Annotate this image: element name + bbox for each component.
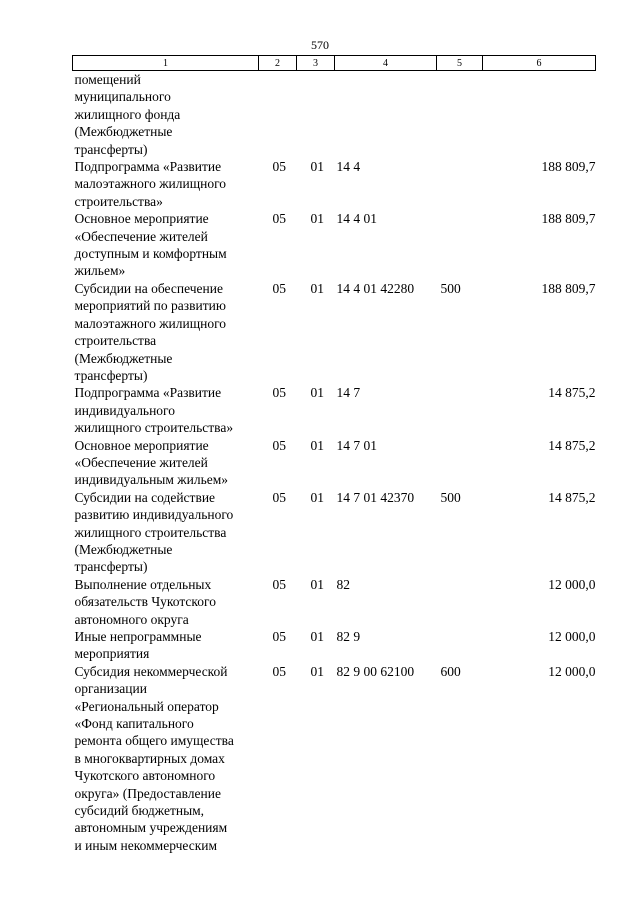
header-col-4: 4	[335, 56, 437, 71]
expense-type-cell: 500	[440, 280, 461, 296]
row-name-line: Основное мероприятие	[74, 211, 209, 227]
expense-type-cell	[437, 437, 483, 489]
amount-cell: 12 000,0	[548, 576, 596, 592]
row-name-line: помещений	[74, 72, 141, 87]
header-col-1: 1	[73, 56, 259, 71]
row-name-cell	[73, 437, 259, 489]
subsection-code-cell: 01	[310, 159, 324, 175]
table-row	[73, 158, 596, 210]
row-name-line: и иным некоммерческим	[74, 837, 218, 853]
table-row	[73, 628, 596, 663]
table-row	[73, 210, 596, 280]
section-code-cell: 05	[272, 489, 286, 505]
expense-type-cell	[437, 576, 483, 628]
row-name-line: Подпрограмма «Развитие	[74, 159, 222, 175]
row-name-cell	[73, 280, 259, 384]
row-name-line: «Обеспечение жителей	[74, 228, 208, 244]
target-article-cell: 82	[336, 576, 350, 592]
amount-cell: 188 809,7	[541, 159, 596, 175]
amount-cell	[483, 71, 596, 159]
row-name-cell	[73, 384, 259, 436]
expense-type-cell: 500	[440, 489, 461, 505]
table-row	[73, 437, 596, 489]
amount-cell: 12 000,0	[548, 663, 596, 679]
row-name-line: жилищного фонда	[74, 106, 181, 122]
row-name-cell	[73, 158, 259, 210]
section-code-cell: 05	[272, 629, 286, 644]
section-code-cell: 05	[272, 385, 286, 401]
row-name-line: организации	[74, 681, 147, 697]
subsection-code-cell: 01	[310, 280, 324, 296]
row-name-line: Иные непрограммные	[74, 629, 202, 644]
row-name-cell	[73, 71, 259, 159]
amount-cell: 14 875,2	[548, 489, 596, 505]
section-code-cell: 05	[272, 159, 286, 175]
row-name-line: Субсидии на обеспечение	[74, 280, 223, 296]
table-body	[73, 71, 596, 855]
header-col-6: 6	[483, 56, 596, 71]
table-row	[73, 71, 596, 159]
amount-cell: 14 875,2	[548, 437, 596, 453]
row-name-line: жилищного строительства	[74, 524, 227, 540]
row-name-line: индивидуальным жильем»	[74, 472, 229, 488]
row-name-line: в многоквартирных домах	[74, 750, 225, 766]
header-col-3: 3	[297, 56, 335, 71]
row-name-line: Основное мероприятие	[74, 437, 209, 453]
amount-cell: 188 809,7	[541, 211, 596, 227]
amount-cell: 12 000,0	[548, 629, 596, 644]
target-article-cell: 14 7 01	[336, 437, 377, 453]
row-name-line: мероприятий по развитию	[74, 298, 226, 314]
row-name-line: трансферты)	[74, 367, 148, 383]
section-code-cell: 05	[272, 437, 286, 453]
expense-type-cell	[437, 210, 483, 280]
expense-type-cell: 600	[440, 663, 461, 679]
row-name-line: (Межбюджетные	[74, 541, 173, 557]
row-name-cell	[73, 663, 259, 854]
row-name-line: доступным и комфортным	[74, 246, 227, 262]
section-code-cell: 05	[272, 576, 286, 592]
row-name-line: Чукотского автономного	[74, 768, 216, 784]
subsection-code-cell: 01	[310, 211, 324, 227]
row-name-line: малоэтажного жилищного	[74, 176, 227, 192]
target-article-cell	[335, 71, 437, 159]
row-name-line: субсидий бюджетным,	[74, 803, 205, 819]
row-name-line: округа» (Предоставление	[74, 785, 221, 801]
target-article-cell: 14 7	[336, 385, 361, 401]
row-name-line: ремонта общего имущества	[74, 733, 234, 749]
target-article-cell: 82 9 00 62100	[336, 663, 415, 679]
subsection-code-cell: 01	[310, 629, 324, 644]
row-name-line: обязательств Чукотского	[74, 594, 216, 610]
row-name-line: (Межбюджетные	[74, 124, 173, 140]
header-col-5: 5	[437, 56, 483, 71]
row-name-cell	[73, 489, 259, 576]
target-article-cell: 14 4 01	[336, 211, 377, 227]
section-code-cell: 05	[272, 280, 286, 296]
target-article-cell: 14 4 01 42280	[336, 280, 415, 296]
row-name-line: Выполнение отдельных	[74, 576, 212, 592]
row-name-line: развитию индивидуального	[74, 507, 234, 523]
budget-table	[72, 55, 596, 854]
row-name-line: индивидуального	[74, 402, 176, 418]
row-name-line: (Межбюджетные	[74, 350, 173, 366]
row-name-cell	[73, 628, 259, 663]
header-col-2: 2	[259, 56, 297, 71]
subsection-code-cell: 01	[310, 437, 324, 453]
row-name-line: Субсидии на содействие	[74, 489, 216, 505]
table-row	[73, 384, 596, 436]
row-name-line: «Фонд капитального	[74, 716, 194, 732]
table-row	[73, 489, 596, 576]
row-name-line: автономным учреждениям	[74, 820, 228, 836]
row-name-line: жилищного строительства»	[74, 420, 234, 436]
row-name-line: малоэтажного жилищного	[74, 315, 227, 331]
row-name-line: Подпрограмма «Развитие	[74, 385, 222, 401]
target-article-cell: 82 9	[336, 629, 361, 644]
subsection-code-cell: 01	[310, 385, 324, 401]
row-name-line: «Региональный оператор	[74, 698, 219, 714]
section-code-cell	[259, 71, 297, 159]
row-name-line: мероприятия	[74, 646, 150, 662]
row-name-line: «Обеспечение жителей	[74, 454, 208, 470]
row-name-cell	[73, 210, 259, 280]
expense-type-cell	[437, 158, 483, 210]
target-article-cell: 14 4	[336, 159, 361, 175]
row-name-cell	[73, 576, 259, 628]
row-name-line: муниципального	[74, 89, 171, 105]
amount-cell: 14 875,2	[548, 385, 596, 401]
row-name-line: трансферты)	[74, 559, 148, 575]
section-code-cell: 05	[272, 663, 286, 679]
section-code-cell: 05	[272, 211, 286, 227]
row-name-line: трансферты)	[74, 141, 148, 157]
row-name-line: строительства»	[74, 193, 163, 209]
row-name-line: строительства	[74, 333, 157, 349]
table-row	[73, 663, 596, 854]
target-article-cell: 14 7 01 42370	[336, 489, 415, 505]
expense-type-cell	[437, 384, 483, 436]
subsection-code-cell	[297, 71, 335, 159]
amount-cell: 188 809,7	[541, 280, 596, 296]
subsection-code-cell: 01	[310, 489, 324, 505]
table-row	[73, 576, 596, 628]
expense-type-cell	[437, 628, 483, 663]
expense-type-cell	[437, 71, 483, 159]
table-header-row	[73, 56, 596, 71]
subsection-code-cell: 01	[310, 576, 324, 592]
row-name-line: жильем»	[74, 263, 126, 279]
page-number: 570	[311, 38, 329, 52]
row-name-line: Субсидия некоммерческой	[74, 663, 228, 679]
table-row	[73, 280, 596, 384]
row-name-line: автономного округа	[74, 611, 189, 627]
subsection-code-cell: 01	[310, 663, 324, 679]
